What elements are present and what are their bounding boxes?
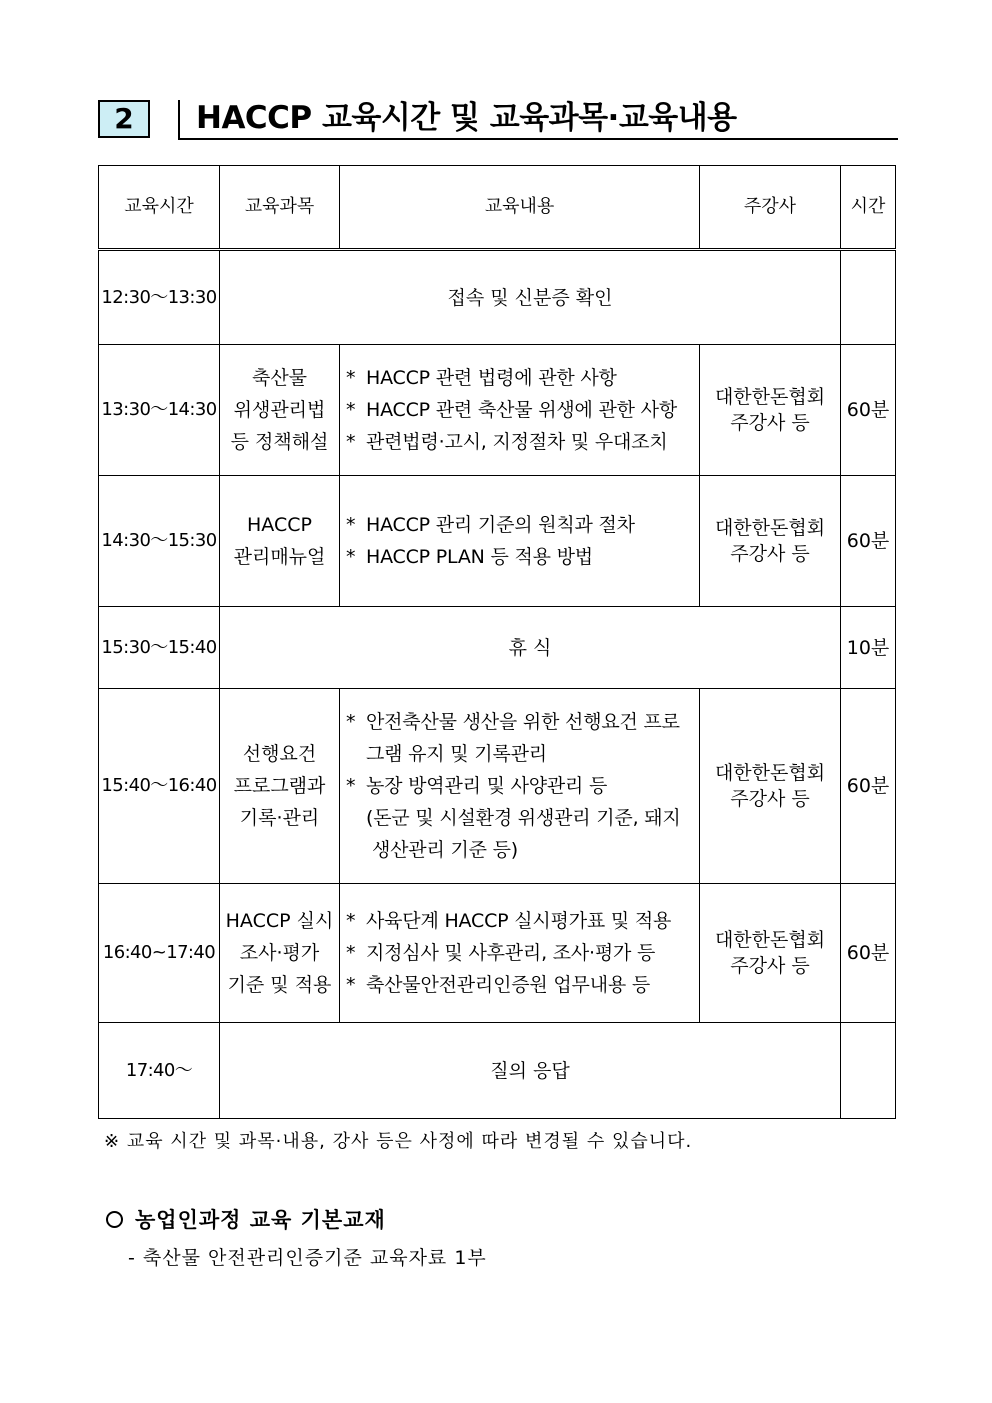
row-duration: 60분 [841, 884, 896, 1023]
row-time: 15:40～16:40 [99, 689, 220, 884]
section-divider [178, 100, 180, 140]
table-row [99, 884, 896, 1023]
row-lecturer: 대한한돈협회 주강사 등 [700, 884, 841, 1023]
row-merged-content: 접속 및 신분증 확인 [220, 250, 841, 345]
row-duration: 60분 [841, 476, 896, 607]
section-header [98, 96, 898, 144]
row-duration: 60분 [841, 345, 896, 476]
row-time: 14:30～15:30 [99, 476, 220, 607]
row-lecturer: 대한한돈협회 주강사 등 [700, 689, 841, 884]
row-subject: HACCP 실시 조사·평가 기준 및 적용 [220, 884, 340, 1023]
table-row [99, 345, 896, 476]
table-row [99, 250, 896, 345]
section-number: 2 [98, 100, 150, 138]
header-lecturer: 주강사 [700, 166, 841, 250]
textbook-item: - 축산물 안전관리인증기준 교육자료 1부 [128, 1247, 487, 1269]
row-duration: 10분 [841, 607, 896, 689]
row-duration: 60분 [841, 689, 896, 884]
row-content: * HACCP 관리 기준의 원칙과 절차 * HACCP PLAN 등 적용 방법 [340, 476, 700, 607]
schedule-note: ※ 교육 시간 및 과목·내용, 강사 등은 사정에 따라 변경될 수 있습니다. [104, 1131, 693, 1152]
row-subject: 선행요건 프로그램과 기록·관리 [220, 689, 340, 884]
row-subject: 축산물 위생관리법 등 정책해설 [220, 345, 340, 476]
row-content: * 사육단계 HACCP 실시평가표 및 적용 * 지정심사 및 사후관리, 조사·평가 등 * 축산물안전관리인증원 업무내용 등 [340, 884, 700, 1023]
row-content: * HACCP 관련 법령에 관한 사항 * HACCP 관련 축산물 위생에 관한 사항 * 관련법령·고시, 지정절차 및 우대조치 [340, 345, 700, 476]
row-merged-content: 질의 응답 [220, 1023, 841, 1119]
header-duration: 시간 [841, 166, 896, 250]
row-time: 16:40~17:40 [99, 884, 220, 1023]
table-row [99, 689, 896, 884]
header-time: 교육시간 [99, 166, 220, 250]
table-row [99, 1023, 896, 1119]
textbook-heading: 농업인과정 교육 기본교재 [106, 1204, 386, 1234]
header-content: 교육내용 [340, 166, 700, 250]
schedule-table [98, 165, 896, 1119]
row-content: * 안전축산물 생산을 위한 선행요건 프로 그램 유지 및 기록관리 * 농장 방역관리 및 사양관리 등 (돈군 및 시설환경 위생관리 기준, 돼지 생산관리 기준 등) [340, 689, 700, 884]
circle-bullet-icon [106, 1211, 123, 1228]
row-lecturer: 대한한돈협회 주강사 등 [700, 476, 841, 607]
table-header-row [99, 166, 896, 250]
row-time: 13:30～14:30 [99, 345, 220, 476]
table-row [99, 476, 896, 607]
table-row [99, 607, 896, 689]
row-time: 17:40～ [99, 1023, 220, 1119]
header-subject: 교육과목 [220, 166, 340, 250]
row-time: 15:30～15:40 [99, 607, 220, 689]
row-duration [841, 1023, 896, 1119]
section-title: HACCP 교육시간 및 교육과목·교육내용 [196, 100, 737, 136]
row-duration [841, 250, 896, 345]
row-subject: HACCP 관리매뉴얼 [220, 476, 340, 607]
row-lecturer: 대한한돈협회 주강사 등 [700, 345, 841, 476]
row-time: 12:30～13:30 [99, 250, 220, 345]
row-merged-content: 휴 식 [220, 607, 841, 689]
